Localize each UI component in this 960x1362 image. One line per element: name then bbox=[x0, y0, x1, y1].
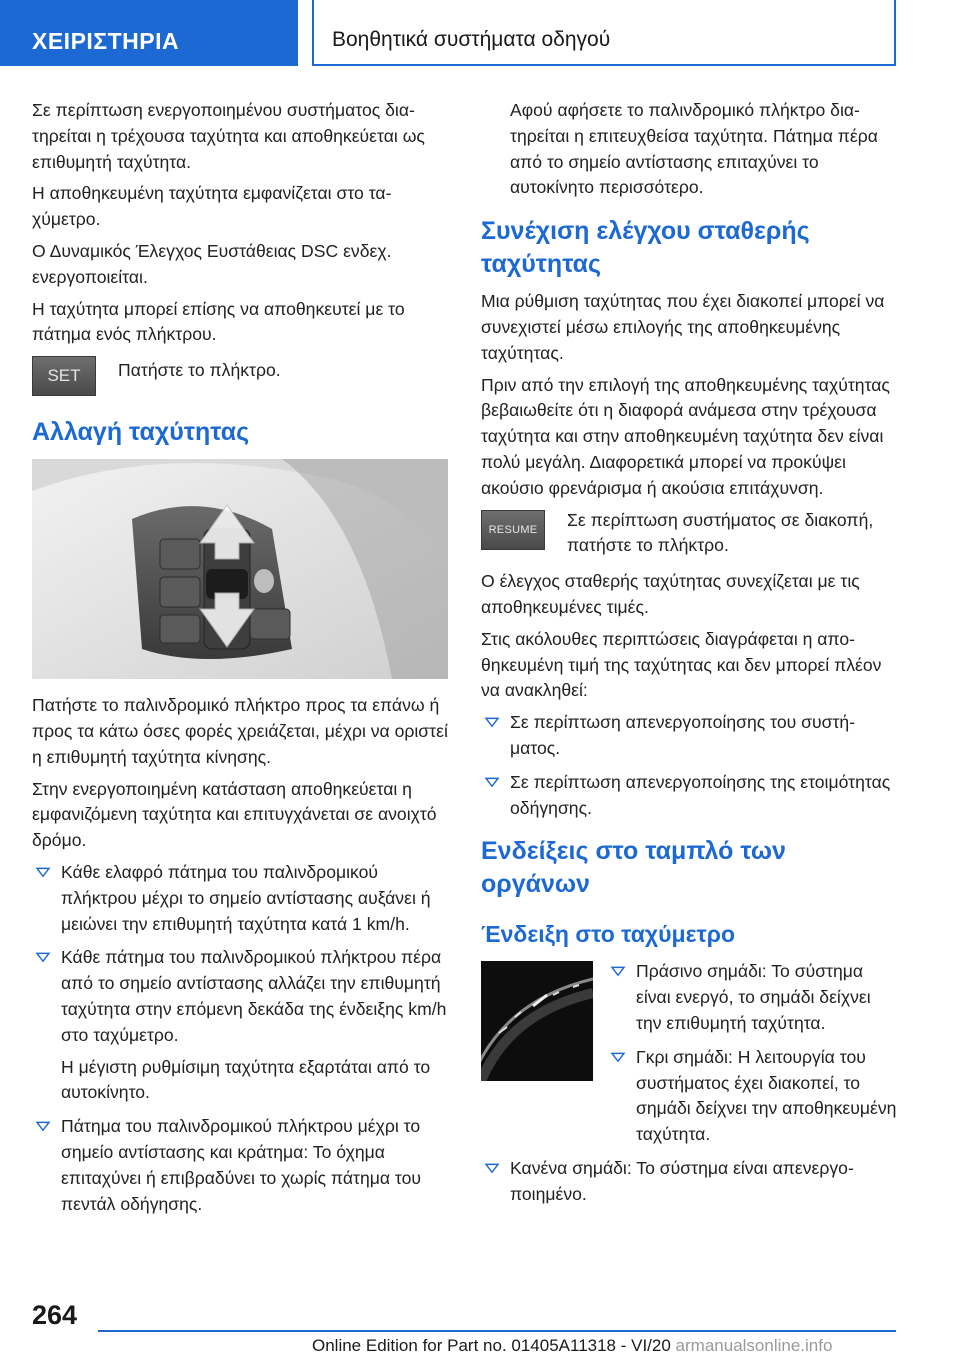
change-speed-list bbox=[32, 860, 448, 1217]
steering-wheel-illustration bbox=[32, 459, 448, 679]
deletion-cases-list bbox=[481, 710, 897, 821]
paragraph: Αφού αφήσετε το παλινδρομικό πλήκτρο διατηρείται η επιτευχθείσα ταχύτητα. Πάτημα πέρα από το σημείο αντίστασης επιταχύνει το αυτοκίνητο περισσότερο. bbox=[510, 100, 878, 198]
heading-continue-cruise: Συνέχιση ελέγχου σταθερής ταχύτητας bbox=[481, 217, 810, 279]
speedometer-marker-list bbox=[607, 959, 897, 1148]
paragraph: Σε περίπτωση ενεργοποιημένου συστήματος διατηρείται η τρέχουσα ταχύτητα και αποθηκεύεται ως επιθυμητή ταχύτητα. bbox=[32, 100, 425, 172]
speedometer-image bbox=[481, 961, 593, 1081]
bullet-arrow-icon bbox=[36, 953, 51, 963]
list-item: Γκρι σημάδι: Η λειτουργία του συστήματος έχει διακοπεί, το σημάδι δείχνει την αποθηκευμένη ταχύτητα. bbox=[607, 1045, 897, 1148]
list-item: Κάθε ελαφρό πάτημα του παλινδρομικού πλήκτρου μέχρι το σημείο αντίστασης αυξάνει ή μειώνει την επιθυμητή ταχύτητα κατά 1 km/h. bbox=[32, 860, 448, 937]
paragraph: Η αποθηκευμένη ταχύτητα εμφανίζεται στο ταχύμετρο. bbox=[32, 183, 392, 230]
list-item: Κανένα σημάδι: Το σύστημα είναι απενεργοποιημένο. bbox=[481, 1156, 897, 1208]
right-column bbox=[481, 98, 897, 1216]
heading-instrument-displays: Ενδείξεις στο ταμπλό των οργάνων bbox=[481, 837, 786, 899]
bullet-arrow-icon bbox=[36, 868, 51, 878]
bullet-arrow-icon bbox=[611, 967, 626, 977]
bullet-arrow-icon bbox=[485, 718, 500, 728]
bullet-arrow-icon bbox=[485, 777, 500, 787]
list-item: Σε περίπτωση απενεργοποίησης του συστήματος. bbox=[481, 710, 897, 762]
paragraph: Η ταχύτητα μπορεί επίσης να αποθηκευτεί με το πάτημα ενός πλήκτρου. bbox=[32, 298, 405, 345]
resume-instruction: Σε περίπτωση συστήματος σε διακοπή, πατήστε το πλήκτρο. bbox=[567, 509, 874, 556]
paragraph: Μια ρύθμιση ταχύτητας που έχει διακοπεί μπορεί να συνεχιστεί μέσω επιλογής της αποθηκευμένης ταχύτητας. bbox=[481, 291, 885, 363]
paragraph: Στις ακόλουθες περιπτώσεις διαγράφεται η αποθηκευμένη τιμή της ταχύτητας και δεν μπορεί πλέον να ανακληθεί: bbox=[481, 628, 882, 701]
paragraph: Στην ενεργοποιημένη κατάσταση αποθηκεύεται η εμφανιζόμενη ταχύτητα και επιτυγχάνεται σε ανοιχτό δρόμο. bbox=[32, 778, 437, 851]
list-item: Πάτημα του παλινδρομικού πλήκτρου μέχρι το σημείο αντίστασης και κράτημα: Το όχημα επιταχύνει ή επιβραδύνει το χωρίς πάτημα του πεντάλ οδήγησης. bbox=[32, 1114, 448, 1217]
bullet-arrow-icon bbox=[611, 1052, 626, 1062]
section-tab: ΧΕΙΡΙΣΤΗΡΙΑ bbox=[0, 0, 298, 66]
chapter-title: Βοηθητικά συστήματα οδηγού bbox=[312, 0, 896, 66]
steering-wheel-rocker-photo bbox=[32, 459, 448, 679]
list-item: Κάθε πάτημα του παλινδρομικού πλήκτρου πέρα από το σημείο αντίστασης αλλάζει την επιθυμητή ταχύτητα στην επόμενη δεκάδα της ένδειξης km/h στο ταχύμετρο. Η μέγιστη ρυθμίσιμη ταχύτητα εξαρτάται από το αυτοκίνητο. bbox=[32, 945, 448, 1106]
bullet-note: Η μέγιστη ρυθμίσιμη ταχύτητα εξαρτάται από το αυτοκίνητο. bbox=[61, 1056, 431, 1103]
resume-instruction-row bbox=[481, 508, 897, 560]
paragraph: Πατήστε το παλινδρομικό πλήκτρο προς τα επάνω ή προς τα κάτω όσες φορές χρειάζεται, μέχρι να οριστεί η επιθυμητή ταχύτητα κίνησης. bbox=[32, 695, 448, 767]
speedometer-section bbox=[481, 959, 897, 1207]
footer-watermark: armanualsonline.info bbox=[675, 1336, 833, 1355]
subheading-speedometer: Ένδειξη στο ταχύμετρο bbox=[481, 921, 736, 948]
paragraph: Ο έλεγχος σταθερής ταχύτητας συνεχίζεται με τις αποθηκευμένες τιμές. bbox=[481, 571, 860, 617]
set-instruction-row bbox=[32, 354, 448, 402]
set-instruction: Πατήστε το πλήκτρο. bbox=[118, 360, 281, 381]
bullet-arrow-icon bbox=[485, 1164, 500, 1174]
paragraph: Πριν από την επιλογή της αποθηκευμένης ταχύτητας βεβαιωθείτε ότι η διαφορά ανάμεσα στην τρέχουσα ταχύτητα και στην αποθηκευμένη ταχύτητα δεν είναι πολύ μεγάλη. Διαφορετικά μπορεί να προκύψει ακούσιο φρενάρισμα ή ακούσια επιτάχυνση. bbox=[481, 374, 890, 498]
page-number: 264 bbox=[32, 1300, 78, 1330]
set-button-image: SET bbox=[32, 356, 96, 396]
resume-button-image: RESUME bbox=[481, 510, 545, 550]
left-column bbox=[32, 98, 448, 1225]
list-item: Πράσινο σημάδι: Το σύστημα είναι ενεργό, το σημάδι δείχνει την επιθυμητή ταχύτητα. bbox=[607, 959, 897, 1036]
bullet-arrow-icon bbox=[36, 1122, 51, 1132]
footer-edition: Online Edition for Part no. 01405A11318 - VI/20 armanualsonline.info bbox=[312, 1336, 833, 1355]
speedometer-marker-illustration bbox=[481, 961, 593, 1081]
heading-change-speed: Αλλαγή ταχύτητας bbox=[32, 418, 250, 447]
footer-rule bbox=[98, 1330, 896, 1332]
speedometer-marker-list-cont bbox=[481, 1156, 897, 1208]
list-item: Σε περίπτωση απενεργοποίησης της ετοιμότητας οδήγησης. bbox=[481, 770, 897, 822]
paragraph: Ο Δυναμικός Έλεγχος Ευστάθειας DSC ενδεχ. ενεργοποιείται. bbox=[32, 240, 392, 287]
